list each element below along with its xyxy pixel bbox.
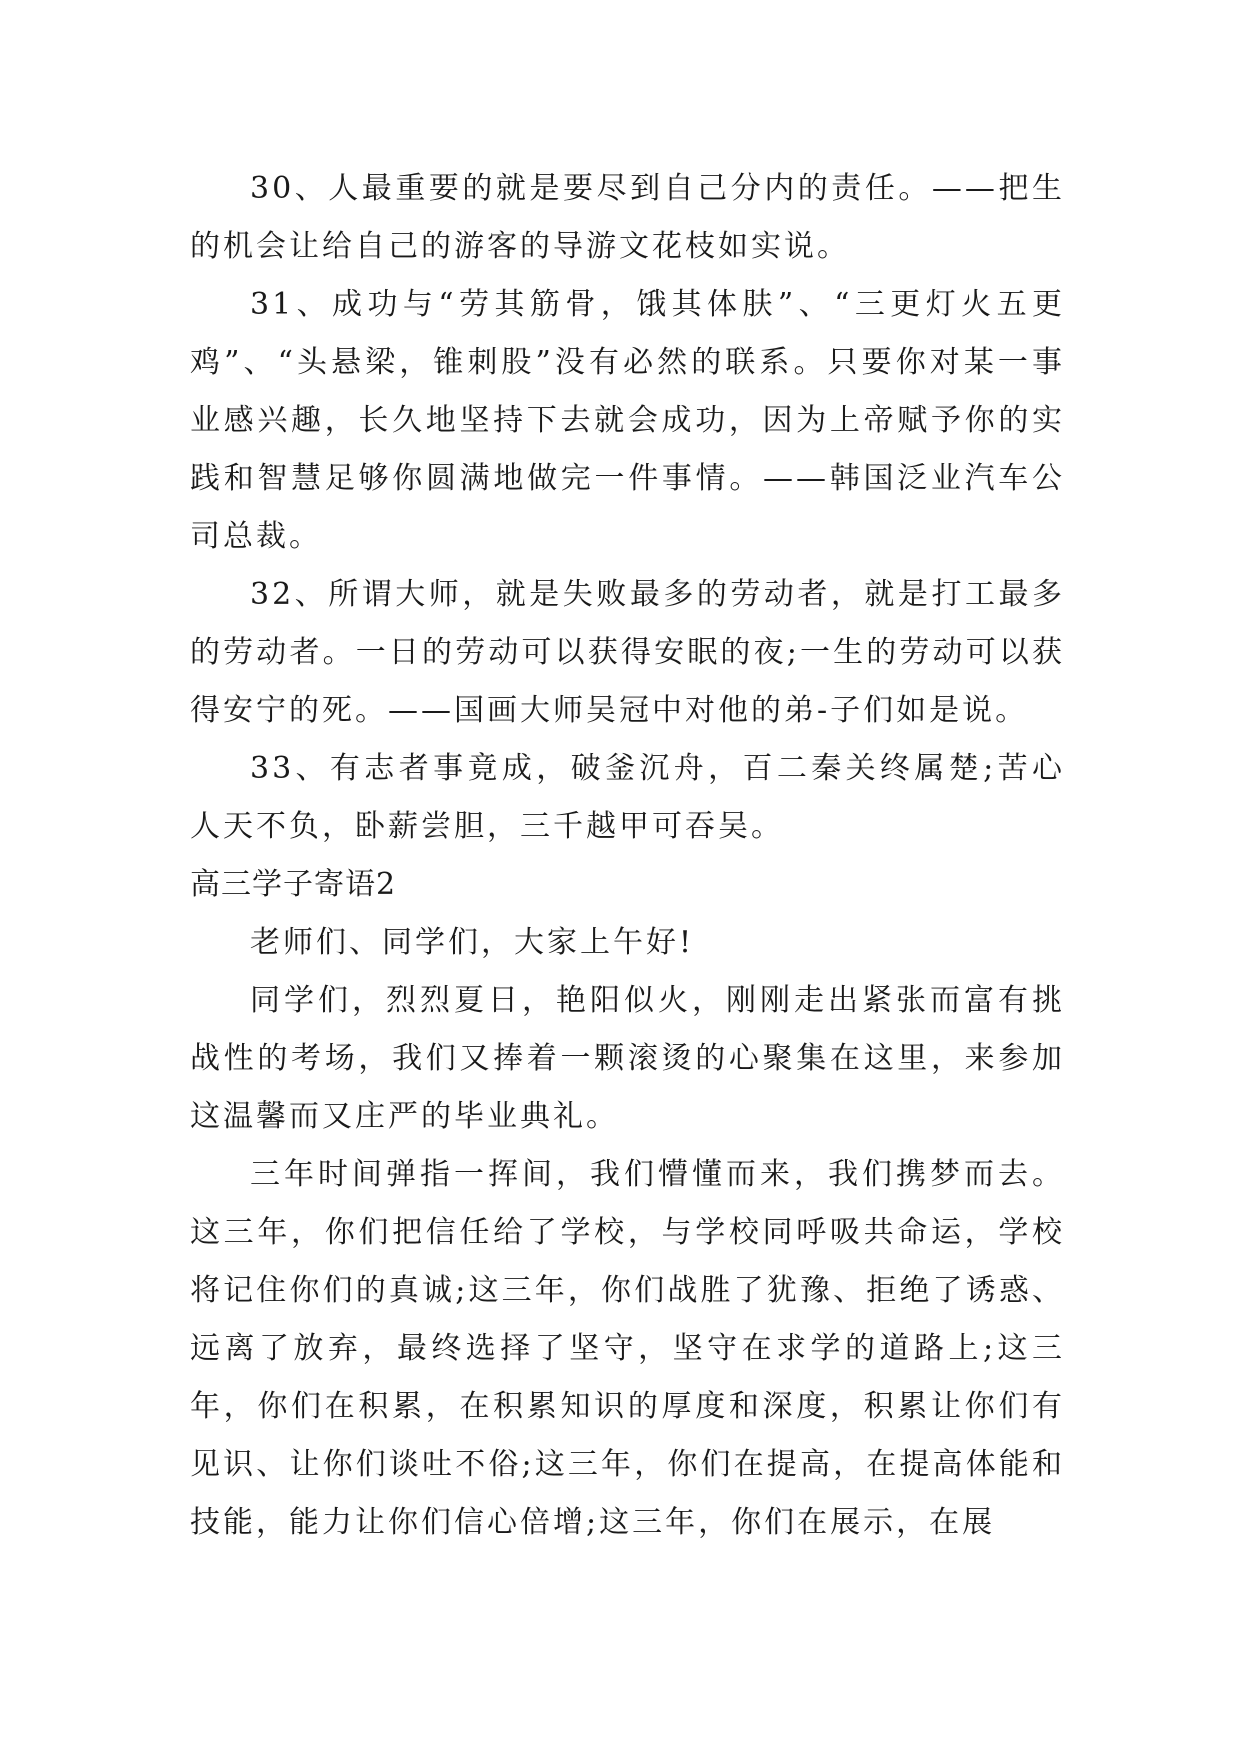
speech-paragraph-2: 三年时间弹指一挥间，我们懵懂而来，我们携梦而去。这三年，你们把信任给了学校，与学校同呼吸共命运，学校将记住你们的真诚;这三年，你们战胜了犹豫、拒绝了诱惑、远离了放弃，最终选择了坚守，坚守在求学的道路上;这三年，你们在积累，在积累知识的厚度和深度，积累让你们有见识、让你们谈吐不俗;这三年，你们在提高，在提高体能和技能，能力让你们信心倍增;这三年，你们在展示，在展 <box>190 1157 1065 1540</box>
speech-paragraph-1: 同学们，烈烈夏日，艳阳似火，刚刚走出紧张而富有挑战性的考场，我们又捧着一颗滚烫的心聚集在这里，来参加这温馨而又庄严的毕业典礼。 <box>190 983 1065 1134</box>
quote-paragraph-31: 31、成功与“劳其筋骨，饿其体肤”、“三更灯火五更鸡”、“头悬梁，锥刺股”没有必然的联系。只要你对某一事业感兴趣，长久地坚持下去就会成功，因为上帝赋予你的实践和智慧足够你圆满地做完一件事情。——韩国泛业汽车公司总裁。 <box>190 287 1065 554</box>
quote-paragraph-30: 30、人最重要的就是要尽到自己分内的责任。——把生的机会让给自己的游客的导游文花枝如实说。 <box>190 171 1065 264</box>
quote-paragraph-33: 33、有志者事竟成，破釜沉舟，百二秦关终属楚;苦心人天不负，卧薪尝胆，三千越甲可吞吴。 <box>190 751 1065 844</box>
quote-paragraph-32: 32、所谓大师，就是失败最多的劳动者，就是打工最多的劳动者。一日的劳动可以获得安眠的夜;一生的劳动可以获得安宁的死。——国画大师吴冠中对他的弟-子们如是说。 <box>190 577 1065 728</box>
greeting-paragraph: 老师们、同学们，大家上午好! <box>250 925 695 960</box>
document-page <box>190 160 1065 1552</box>
section-title: 高三学子寄语2 <box>190 867 397 902</box>
